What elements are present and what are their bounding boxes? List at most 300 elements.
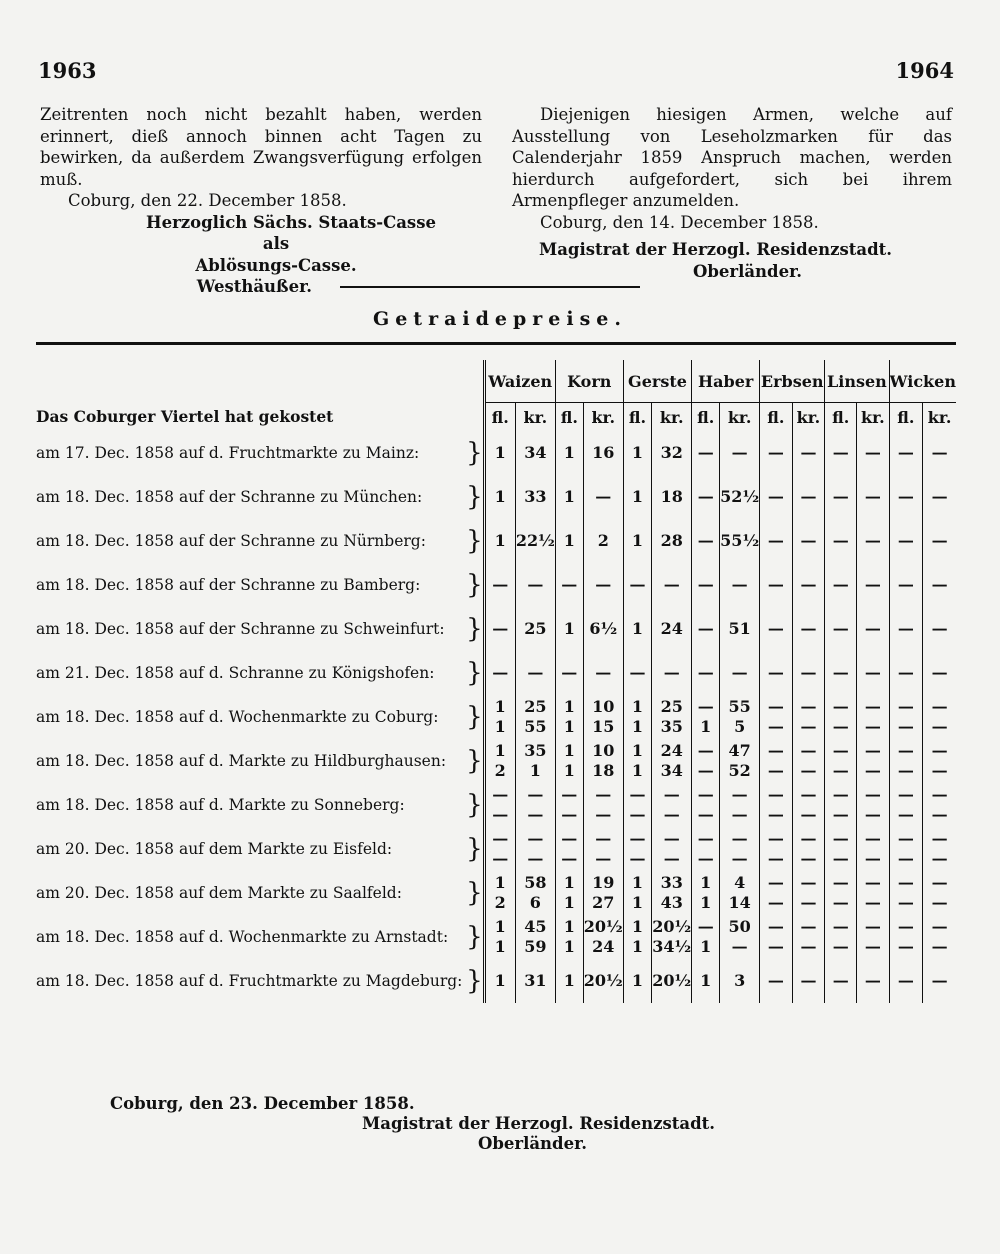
price-value: — [663,805,680,824]
price-cell [583,959,623,1003]
price-value: 59 [524,937,547,956]
price-cell [760,651,792,695]
price-value: — [931,487,948,506]
price-value: — [832,873,849,892]
price-value: 2 [494,761,506,780]
price-value: 5 [734,717,746,736]
price-value: — [800,873,817,892]
price-cell [857,475,889,519]
price-value: 1 [631,761,644,780]
unit-kr: kr. [720,403,760,432]
table-row [36,871,956,915]
price-cell [515,739,555,783]
row-label: am 17. Dec. 1858 auf d. Fruchtmarkte zu Mainz: [36,444,420,462]
price-value: 1 [529,761,541,780]
price-value: — [767,849,784,868]
row-label: am 18. Dec. 1858 auf der Schranne zu Nürnberg: [36,532,426,550]
price-cell [889,827,923,871]
grain-header-row [36,360,956,403]
price-value: — [767,487,784,506]
price-value: 1 [631,917,644,936]
price-value: 6½ [589,619,618,638]
price-value: — [800,805,817,824]
price-value: — [832,893,849,912]
unit-fl: fl. [889,403,923,432]
table-row [36,783,956,827]
price-cell [889,519,923,563]
price-value: — [931,697,948,716]
price-value: — [697,575,714,594]
price-cell [652,871,692,915]
price-cell [652,475,692,519]
price-value: — [864,663,881,682]
price-cell [515,563,555,607]
price-value: — [897,663,914,682]
price-value: — [800,893,817,912]
price-cell [889,915,923,959]
price-cell [652,739,692,783]
price-cell [623,651,652,695]
table-row [36,607,956,651]
unit-kr: kr. [792,403,825,432]
price-value: — [832,619,849,638]
price-value: — [832,805,849,824]
price-cell [825,959,857,1003]
price-value: — [767,893,784,912]
price-value: — [800,487,817,506]
brace-glyph: } [466,790,483,820]
price-value: — [897,917,914,936]
brace-glyph: } [466,878,483,908]
price-cell [623,695,652,739]
price-cell [583,827,623,871]
price-value: — [767,873,784,892]
price-value: — [697,849,714,868]
price-value: — [731,663,748,682]
price-value: — [864,741,881,760]
price-cell [652,827,692,871]
price-cell [583,783,623,827]
brace-glyph: } [466,526,483,556]
price-value: — [897,619,914,638]
row-label: am 20. Dec. 1858 auf dem Markte zu Eisfeld: [36,840,393,858]
price-value: — [629,829,646,848]
price-cell [692,959,720,1003]
price-cell [720,475,760,519]
price-value: — [864,761,881,780]
price-value: 33 [660,873,683,892]
price-cell [515,695,555,739]
price-cell [760,783,792,827]
price-value: — [697,761,714,780]
price-value: — [800,663,817,682]
unit-kr: kr. [923,403,956,432]
price-cell [923,871,956,915]
price-value: 25 [524,697,547,716]
left-notice-place-date: Coburg, den 22. December 1858. [68,191,347,210]
price-value: 58 [524,873,547,892]
price-cell [792,475,825,519]
price-cell [555,827,583,871]
price-cell [692,915,720,959]
price-cell [515,431,555,475]
price-cell [692,695,720,739]
price-value: — [832,443,849,462]
footer-sig-1: Magistrat der Herzogl. Residenzstadt. [362,1114,716,1133]
price-cell [583,563,623,607]
price-value: 24 [592,937,615,956]
price-value: — [931,805,948,824]
price-cell [760,915,792,959]
price-cell [623,519,652,563]
price-cell [484,431,515,475]
price-cell [555,607,583,651]
price-value: — [767,829,784,848]
price-value: — [864,971,881,990]
price-cell [825,695,857,739]
price-value: 20½ [652,917,692,936]
section-divider [340,286,640,288]
price-cell [515,475,555,519]
grain-header-6: Wicken [889,360,956,403]
price-cell [857,563,889,607]
price-value: 1 [494,443,506,462]
price-value: 1 [563,619,575,638]
price-value: 55 [524,717,547,736]
price-cell [720,651,760,695]
price-cell [825,827,857,871]
table-row [36,563,956,607]
price-cell [652,519,692,563]
price-value: — [931,785,948,804]
price-cell [484,695,515,739]
price-cell [555,871,583,915]
price-cell [889,871,923,915]
price-value: — [697,829,714,848]
price-cell [923,959,956,1003]
price-value: — [629,663,646,682]
price-value: — [767,785,784,804]
price-cell [792,827,825,871]
price-value: — [931,443,948,462]
price-cell [857,915,889,959]
price-cell [760,739,792,783]
price-value: — [897,937,914,956]
price-value: — [832,487,849,506]
price-value: — [897,741,914,760]
price-value: — [663,575,680,594]
price-value: — [595,785,612,804]
price-cell [825,563,857,607]
price-value: — [897,531,914,550]
price-value: 1 [631,971,644,990]
price-value: — [697,619,714,638]
price-value: — [767,805,784,824]
row-label: am 21. Dec. 1858 auf d. Schranne zu Königshofen: [36,664,435,682]
price-value: — [595,663,612,682]
price-cell [692,607,720,651]
price-value: — [864,849,881,868]
price-cell [720,431,760,475]
price-value: — [931,575,948,594]
price-value: 1 [563,487,575,506]
brace-glyph: } [466,834,483,864]
price-cell [515,915,555,959]
price-cell [720,871,760,915]
price-value: 1 [563,971,575,990]
table-row [36,431,956,475]
unit-kr: kr. [515,403,555,432]
price-cell [484,739,515,783]
price-cell [825,783,857,827]
price-cell [792,915,825,959]
price-cell [923,563,956,607]
price-cell [652,915,692,959]
price-value: 34 [660,761,683,780]
price-value: 35 [660,717,683,736]
price-cell [760,563,792,607]
price-value: — [864,873,881,892]
price-cell [923,651,956,695]
price-value: 10 [592,741,615,760]
price-cell [760,519,792,563]
price-cell [825,607,857,651]
price-value: — [492,805,509,824]
price-value: — [864,619,881,638]
table-row [36,475,956,519]
grain-header-3: Haber [692,360,760,403]
price-value: 1 [631,619,644,638]
price-value: — [595,487,612,506]
unit-kr: kr. [652,403,692,432]
price-cell [583,607,623,651]
price-value: — [492,663,509,682]
left-notice-sig-1: Herzoglich Sächs. Staats-Casse [145,212,437,232]
footer-place-date: Coburg, den 23. December 1858. [110,1094,415,1113]
price-value: — [800,829,817,848]
grain-header-0: Waizen [484,360,555,403]
table-row [36,915,956,959]
price-value: 34 [524,443,547,462]
price-value: — [731,829,748,848]
price-value: — [595,829,612,848]
row-label: am 18. Dec. 1858 auf der Schranne zu Schweinfurt: [36,620,445,638]
price-cell [720,607,760,651]
price-value: — [800,619,817,638]
price-value: — [800,531,817,550]
price-cell [555,475,583,519]
price-value: 1 [563,917,575,936]
unit-kr: kr. [857,403,889,432]
price-value: — [864,531,881,550]
price-value: — [832,785,849,804]
price-cell [515,783,555,827]
price-value: — [697,785,714,804]
price-value: — [897,575,914,594]
price-value: 55 [728,697,751,716]
brace-glyph: } [466,922,483,952]
price-value: — [731,849,748,868]
price-value: 27 [592,893,615,912]
price-cell [623,607,652,651]
price-value: — [561,805,578,824]
price-value: 1 [494,873,506,892]
table-top-rule [36,342,956,345]
price-cell [692,827,720,871]
price-value: — [931,893,948,912]
price-value: 51 [728,619,751,638]
price-value: 22½ [515,531,555,550]
right-notice [512,104,952,282]
price-value: — [629,849,646,868]
price-value: — [561,785,578,804]
price-cell [760,475,792,519]
price-value: 31 [524,971,547,990]
price-cell [923,827,956,871]
price-cell [792,431,825,475]
table-row [36,959,956,1003]
row-label: am 18. Dec. 1858 auf d. Markte zu Hildburghausen: [36,752,447,770]
price-value: 1 [563,741,575,760]
price-value: 28 [660,531,683,550]
price-value: — [629,785,646,804]
price-value: — [561,829,578,848]
price-cell [760,431,792,475]
right-notice-place-date: Coburg, den 14. December 1858. [540,212,819,232]
price-cell [923,431,956,475]
price-cell [825,915,857,959]
price-cell [857,871,889,915]
price-value: — [561,849,578,868]
row-label: am 18. Dec. 1858 auf d. Fruchtmarkte zu Magdeburg: [36,972,463,990]
price-cell [623,475,652,519]
price-value: — [931,829,948,848]
price-cell [692,431,720,475]
brace-glyph: } [466,658,483,688]
price-value: 6 [529,893,541,912]
price-cell [889,739,923,783]
price-value: 25 [524,619,547,638]
price-cell [825,651,857,695]
row-label: am 18. Dec. 1858 auf d. Wochenmarkte zu Coburg: [36,708,439,726]
right-notice-sig-2: Oberländer. [692,261,802,281]
price-value: — [864,697,881,716]
price-value: 1 [494,937,506,956]
price-value: — [931,663,948,682]
price-cell [889,563,923,607]
price-value: — [800,761,817,780]
price-cell [825,431,857,475]
price-cell [720,915,760,959]
price-value: — [767,443,784,462]
price-value: — [629,575,646,594]
price-value: — [832,971,849,990]
price-value: 24 [660,741,683,760]
price-value: — [897,761,914,780]
price-cell [623,739,652,783]
price-cell [692,871,720,915]
price-value: — [897,873,914,892]
price-cell [555,519,583,563]
price-value: 50 [728,917,751,936]
price-cell [792,695,825,739]
price-cell [792,607,825,651]
price-value: 55½ [720,531,760,550]
unit-fl: fl. [692,403,720,432]
price-value: 1 [631,443,644,462]
price-cell [923,739,956,783]
price-value: — [800,717,817,736]
price-value: 2 [494,893,506,912]
price-cell [857,431,889,475]
price-value: 1 [700,873,712,892]
price-value: — [897,717,914,736]
price-value: — [864,893,881,912]
price-value: 1 [631,873,644,892]
price-value: — [897,971,914,990]
price-value: — [897,829,914,848]
price-value: — [731,805,748,824]
unit-fl: fl. [623,403,652,432]
price-value: — [832,697,849,716]
price-value: — [492,785,509,804]
price-value: 1 [563,893,575,912]
price-value: 35 [524,741,547,760]
price-value: — [864,443,881,462]
price-cell [652,651,692,695]
price-cell [889,431,923,475]
price-cell [857,695,889,739]
page-number-left: 1963 [38,58,97,83]
price-cell [923,475,956,519]
price-value: 1 [494,741,506,760]
grain-header-1: Korn [555,360,623,403]
brace-glyph: } [466,614,483,644]
price-cell [484,871,515,915]
table-row [36,519,956,563]
price-cell [923,519,956,563]
price-cell [825,871,857,915]
left-notice-sig-3: Ablösungs-Casse. [195,255,357,275]
price-cell [760,695,792,739]
unit-fl: fl. [484,403,515,432]
price-value: 18 [592,761,615,780]
left-notice-sig-4: Westhäußer. [196,277,312,296]
price-cell [692,519,720,563]
price-value: — [767,917,784,936]
price-value: 1 [700,937,712,956]
price-value: — [527,805,544,824]
price-cell [889,475,923,519]
price-cell [623,563,652,607]
price-value: 1 [631,937,644,956]
price-value: — [832,829,849,848]
price-value: — [931,741,948,760]
price-value: 1 [631,717,644,736]
price-cell [889,607,923,651]
price-cell [692,651,720,695]
price-value: 1 [700,717,712,736]
price-value: — [897,487,914,506]
price-value: — [931,937,948,956]
prices-title: Getraidepreise. [372,308,627,330]
price-cell [889,695,923,739]
price-cell [515,519,555,563]
price-value: — [527,829,544,848]
price-value: — [832,761,849,780]
price-cell [760,959,792,1003]
price-value: 1 [700,893,712,912]
